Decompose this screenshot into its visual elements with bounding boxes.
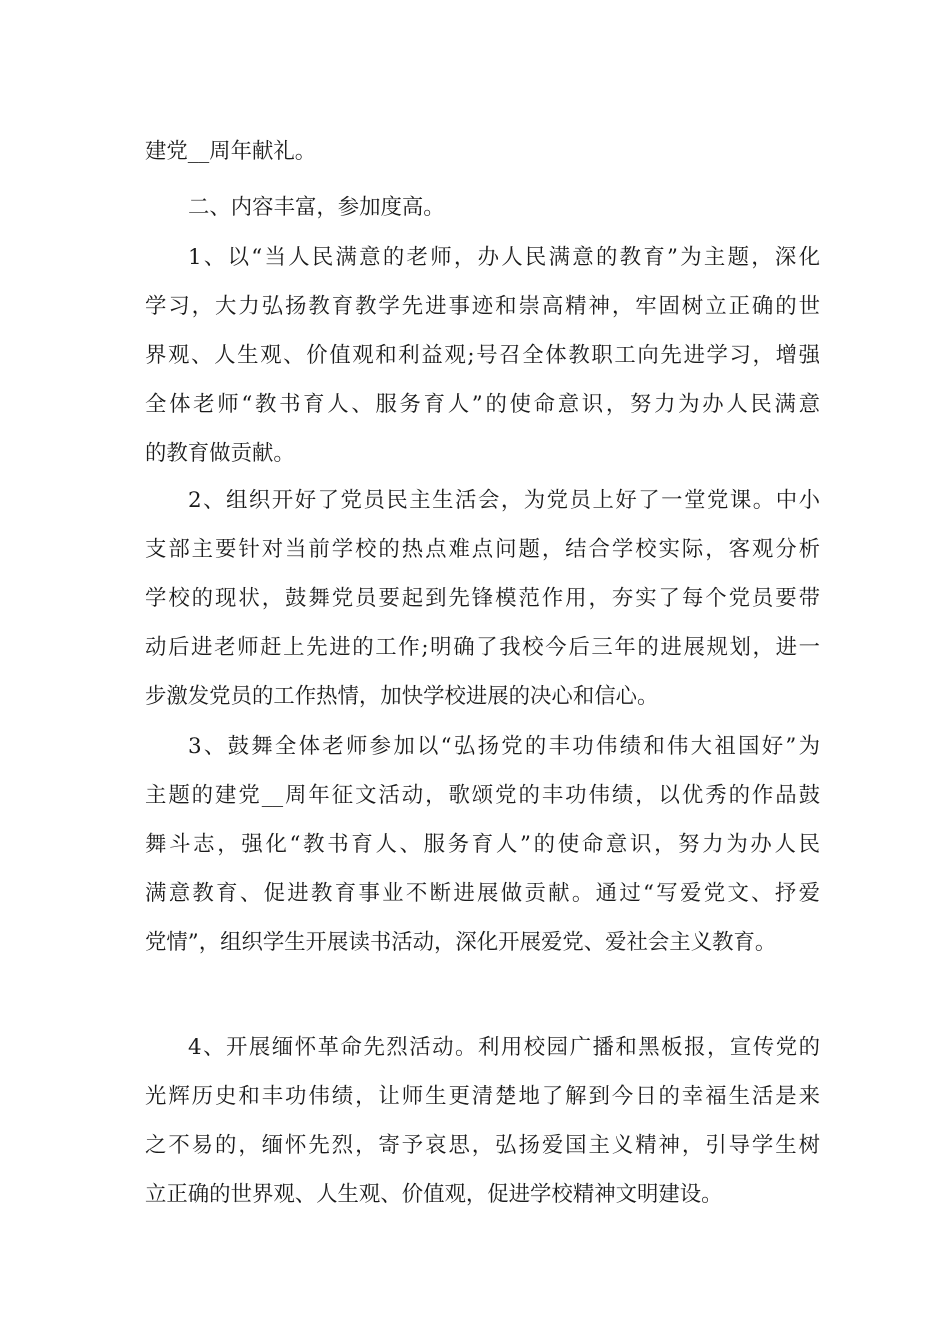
- text-line: 舞斗志，强化“教书育人、服务育人”的使命意识，努力为办人民: [145, 832, 820, 857]
- text-line: 1、以“当人民满意的老师，办人民满意的教育”为主题，深化: [188, 245, 820, 270]
- paragraph-item-4: [145, 1023, 820, 1219]
- text-line: 党情”，组织学生开展读书活动，深化开展爱党、爱社会主义教育。: [145, 930, 777, 955]
- text-line: 满意教育、促进教育事业不断进展做贡献。通过“写爱党文、抒爱: [145, 881, 820, 906]
- text-line: 建党__周年献礼。: [145, 139, 317, 164]
- text-line: 2、组织开好了党员民主生活会，为党员上好了一堂党课。中小: [188, 488, 820, 513]
- text-line: 的教育做贡献。: [145, 441, 295, 466]
- text-line: 3、鼓舞全体老师参加以“弘扬党的丰功伟绩和伟大祖国好”为: [188, 734, 820, 759]
- text-line: 之不易的，缅怀先烈，寄予哀思，弘扬爱国主义精神，引导学生树: [145, 1133, 820, 1158]
- section-heading: [145, 183, 820, 232]
- paragraph-item-2: [145, 476, 820, 721]
- text-line: 动后进老师赶上先进的工作;明确了我校今后三年的进展规划，进一: [145, 635, 820, 660]
- text-line: 光辉历史和丰功伟绩，让师生更清楚地了解到今日的幸福生活是来: [145, 1084, 820, 1109]
- text-line: 4、开展缅怀革命先烈活动。利用校园广播和黑板报，宣传党的: [188, 1035, 820, 1060]
- text-line: 学校的现状，鼓舞党员要起到先锋模范作用，夯实了每个党员要带: [145, 586, 820, 611]
- text-line: 全体老师“教书育人、服务育人”的使命意识，努力为办人民满意: [145, 392, 820, 417]
- paragraph-continuation: [145, 127, 820, 176]
- text-line: 学习，大力弘扬教育教学先进事迹和崇高精神，牢固树立正确的世: [145, 294, 820, 319]
- paragraph-item-1: [145, 233, 820, 478]
- text-line: 界观、人生观、价值观和利益观;号召全体教职工向先进学习，增强: [145, 343, 820, 368]
- text-line: 支部主要针对当前学校的热点难点问题，结合学校实际，客观分析: [145, 537, 820, 562]
- text-line: 主题的建党__周年征文活动，歌颂党的丰功伟绩，以优秀的作品鼓: [145, 783, 820, 808]
- text-line: 步激发党员的工作热情，加快学校进展的决心和信心。: [145, 684, 659, 709]
- paragraph-item-3: [145, 722, 820, 967]
- text-line: 二、内容丰富，参加度高。: [188, 195, 445, 220]
- text-line: 立正确的世界观、人生观、价值观，促进学校精神文明建设。: [145, 1182, 723, 1207]
